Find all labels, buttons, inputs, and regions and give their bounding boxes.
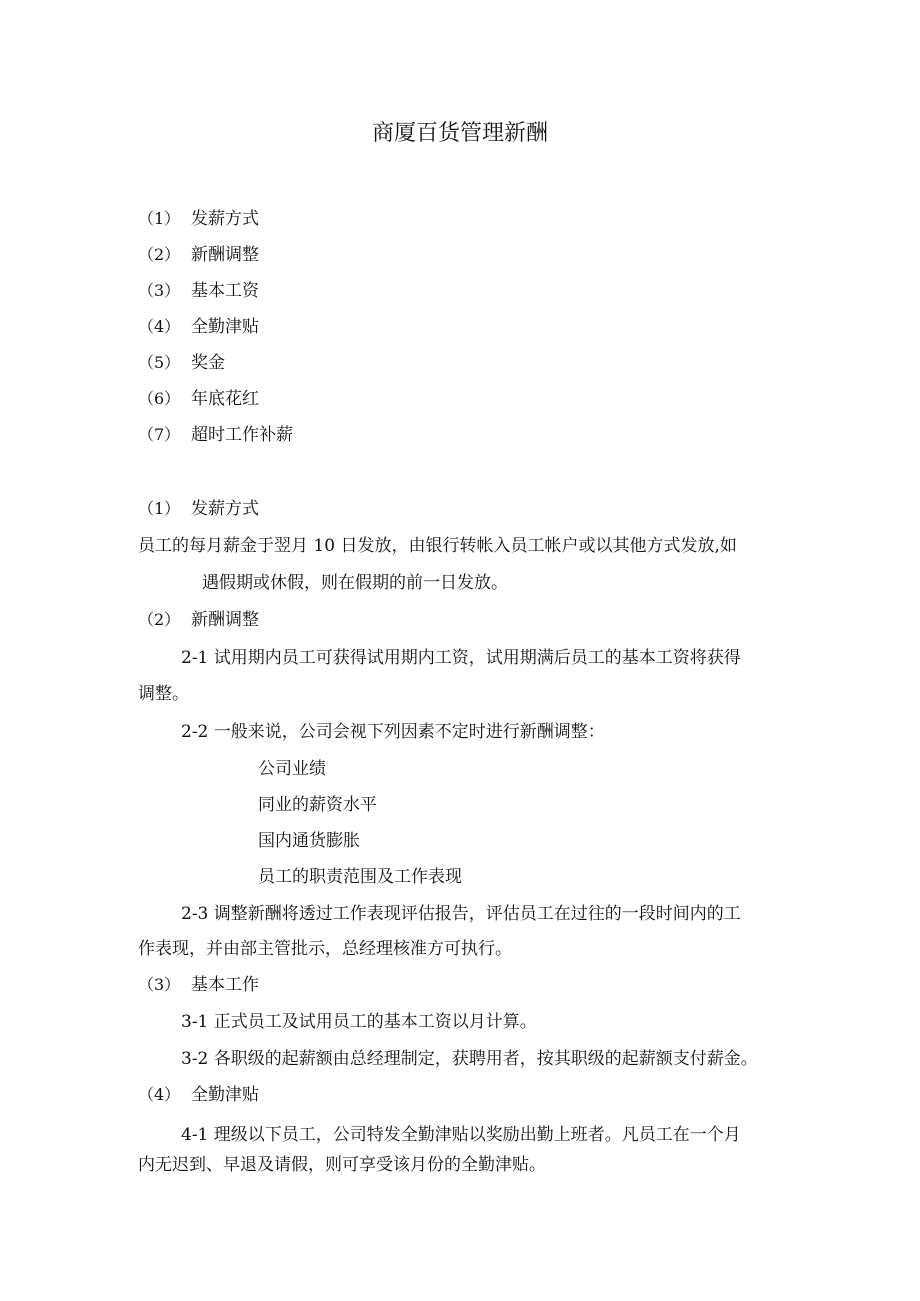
toc-number: （4） <box>138 317 181 336</box>
toc-number: （1） <box>138 209 181 228</box>
section-heading: 全勤津贴 <box>191 1085 259 1105</box>
toc-number: （7） <box>138 425 181 444</box>
section-heading: 发薪方式 <box>191 499 259 519</box>
factor-item: 公司业绩 <box>258 759 326 779</box>
paragraph-line: 3-1 正式员工及试用员工的基本工资以月计算。 <box>181 1012 537 1032</box>
paragraph-line: 3-2 各职级的起薪额由总经理制定，获聘用者，按其职级的起薪额支付薪金。 <box>181 1049 758 1069</box>
toc-label: 超时工作补薪 <box>191 425 293 445</box>
toc-number: （2） <box>138 245 181 264</box>
section-number: （2） <box>138 610 181 629</box>
toc-number: （6） <box>138 389 181 408</box>
toc-label: 年底花红 <box>191 389 259 409</box>
toc-label: 新酬调整 <box>191 245 259 265</box>
factor-item: 国内通货膨胀 <box>258 831 360 851</box>
toc-label: 全勤津贴 <box>191 317 259 337</box>
paragraph-line: 2-1 试用期内员工可获得试用期内工资，试用期满后员工的基本工资将获得 <box>181 648 741 668</box>
paragraph-line: 2-3 调整新酬将透过工作表现评估报告，评估员工在过往的一段时间内的工 <box>181 904 741 924</box>
paragraph-line: 内无迟到、早退及请假，则可享受该月份的全勤津贴。 <box>138 1155 546 1175</box>
toc-label: 基本工资 <box>191 281 259 301</box>
section-number: （3） <box>138 975 181 994</box>
toc-number: （3） <box>138 281 181 300</box>
paragraph-line: 作表现，并由部主管批示，总经理核准方可执行。 <box>138 939 512 959</box>
paragraph-line: 员工的每月薪金于翌月 10 日发放，由银行转帐入员工帐户或以其他方式发放,如 <box>138 536 737 556</box>
section-heading: 新酬调整 <box>191 610 259 630</box>
section-heading: 基本工作 <box>191 975 259 995</box>
document-title: 商厦百货管理新酬 <box>371 121 548 146</box>
toc-number: （5） <box>138 353 181 372</box>
paragraph-line: 4-1 理级以下员工，公司特发全勤津贴以奖励出勤上班者。凡员工在一个月 <box>181 1125 741 1145</box>
factor-item: 同业的薪资水平 <box>258 795 377 815</box>
paragraph-line: 遇假期或休假，则在假期的前一日发放。 <box>202 573 508 593</box>
factor-item: 员工的职责范围及工作表现 <box>258 867 462 887</box>
paragraph-line: 2-2 一般来说，公司会视下列因素不定时进行新酬调整： <box>181 722 605 742</box>
section-number: （4） <box>138 1085 181 1104</box>
toc-label: 奖金 <box>191 353 225 373</box>
section-number: （1） <box>138 499 181 518</box>
paragraph-line: 调整。 <box>138 684 189 704</box>
toc-label: 发薪方式 <box>191 209 259 229</box>
